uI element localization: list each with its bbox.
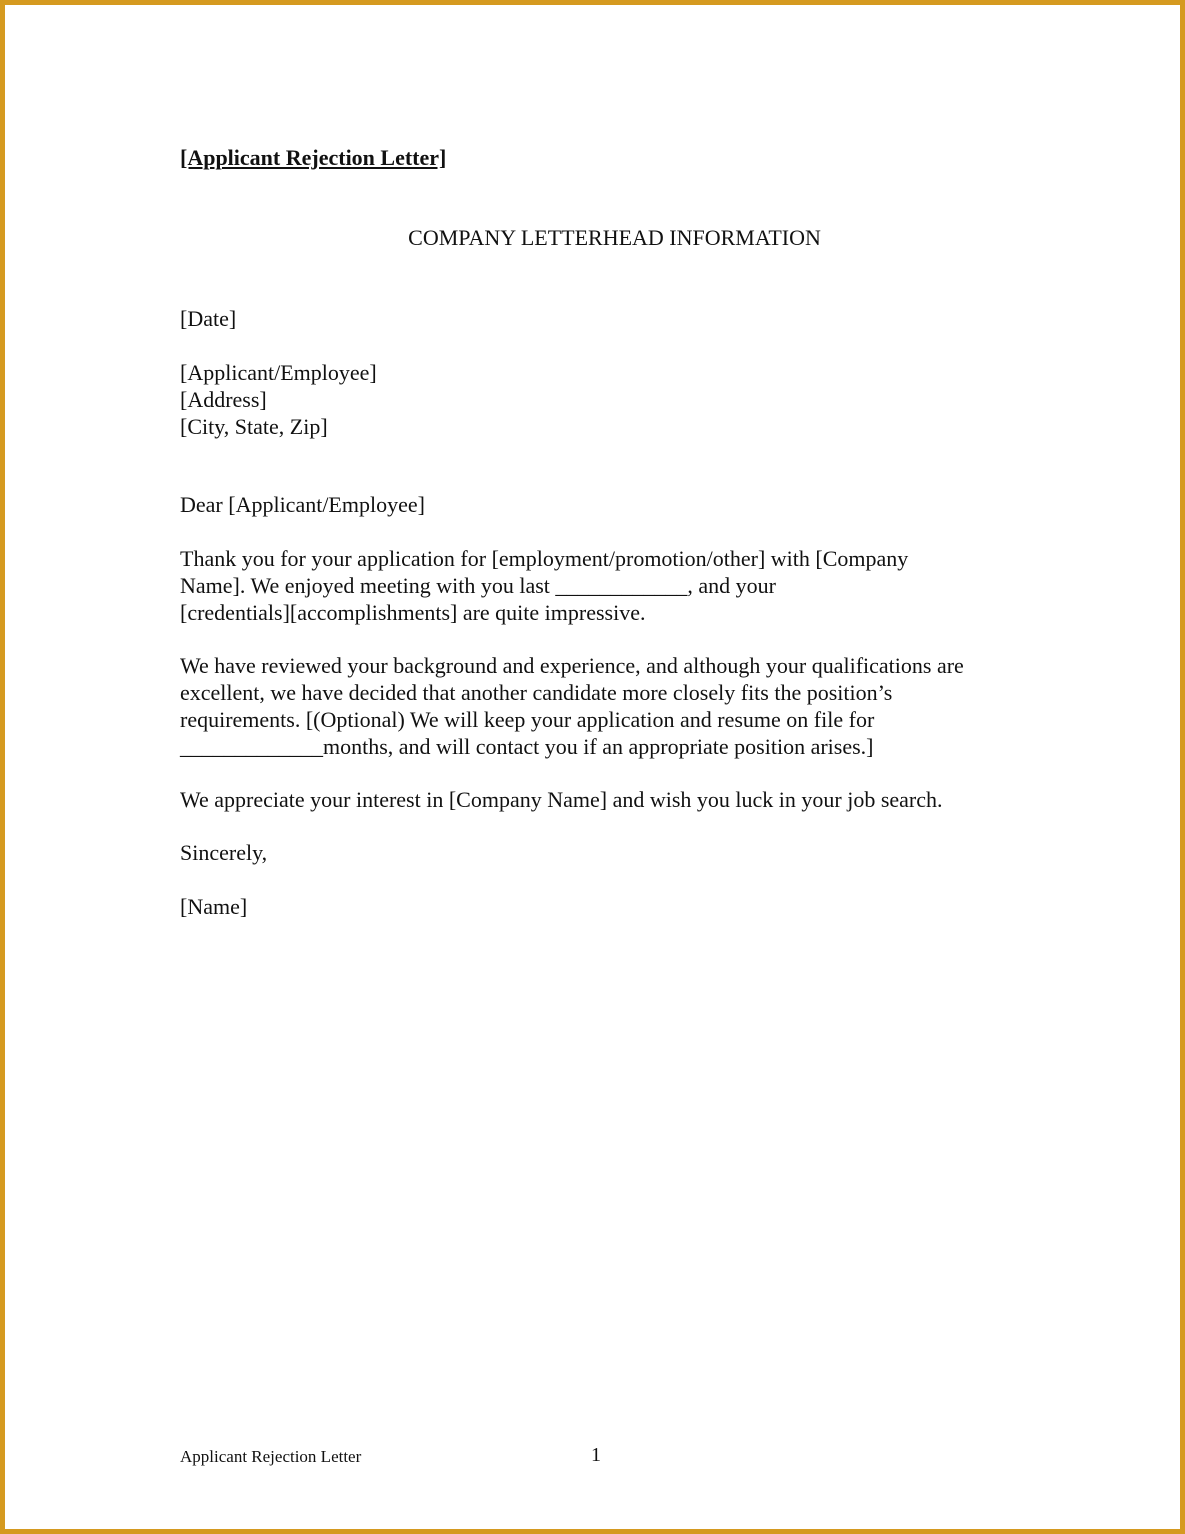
recipient-address-block [180, 359, 377, 440]
recipient-name: [Applicant/Employee] [180, 360, 377, 385]
paragraph-line: requirements. [(Optional) We will keep your application and resume on file for [180, 707, 875, 732]
paragraph-decision [180, 652, 964, 760]
recipient-address: [Address] [180, 387, 267, 412]
salutation: Dear [Applicant/Employee] [180, 492, 425, 517]
paragraph-line: _____________months, and will contact you if an appropriate position arises.] [180, 734, 874, 759]
paragraph-line: excellent, we have decided that another candidate more closely fits the position’s [180, 680, 893, 705]
recipient-city-state-zip: [City, State, Zip] [180, 414, 328, 439]
document-title: [Applicant Rejection Letter] [180, 145, 447, 170]
footer-label: Applicant Rejection Letter [180, 1447, 362, 1466]
paragraph-line: Thank you for your application for [employment/promotion/other] with [Company [180, 546, 909, 571]
paragraph-thank-you [180, 545, 908, 626]
paragraph-line: [credentials][accomplishments] are quite impressive. [180, 600, 646, 625]
paragraph-line: We have reviewed your background and experience, and although your qualifications are [180, 653, 964, 678]
letter-date: [Date] [180, 306, 237, 331]
signature-name: [Name] [180, 894, 248, 919]
paragraph-appreciation: We appreciate your interest in [Company Name] and wish you luck in your job search. [180, 787, 943, 812]
page-number: 1 [591, 1444, 601, 1466]
paragraph-line: Name]. We enjoyed meeting with you last ____________, and your [180, 573, 776, 598]
company-letterhead: COMPANY LETTERHEAD INFORMATION [408, 225, 821, 250]
closing: Sincerely, [180, 840, 268, 865]
